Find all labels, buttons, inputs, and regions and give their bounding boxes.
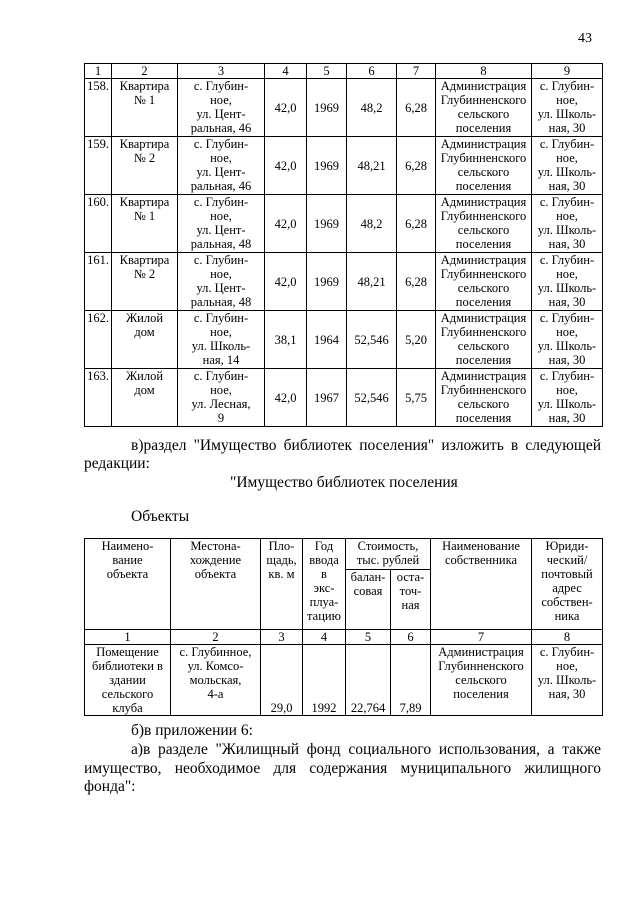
cell-line: Юриди-: [545, 539, 589, 553]
cell-line: Жилой: [125, 369, 164, 383]
cell-line: Глубинненского: [440, 93, 527, 107]
cell-line: ул. Школь-: [191, 339, 251, 353]
cell-line: Жилой: [125, 311, 164, 325]
cell-owner: [436, 311, 532, 369]
cell-object-name: [85, 645, 171, 716]
cell-area: 29,0: [261, 645, 303, 716]
cell-line: ное,: [210, 325, 232, 339]
cell-line: ул. Цент-: [196, 223, 246, 237]
column-number-8: 8: [436, 64, 532, 79]
cell-line: Администрация: [440, 253, 527, 267]
cell-line: ная, 30: [548, 353, 586, 367]
cell-area: 42,0: [265, 253, 307, 311]
paragraph-v-line1: в)раздел "Имущество библиотек поселения" изложить в следующей: [131, 437, 601, 454]
cell-address: [178, 137, 265, 195]
cell-year: 1969: [307, 253, 347, 311]
cell-line: Квартира: [119, 137, 170, 151]
header-year: [303, 539, 346, 630]
cell-line: ввода в: [309, 553, 339, 581]
cell-cost: 52,546: [347, 369, 397, 427]
cell-line: ная, 30: [548, 121, 586, 135]
cell-owner-address: [532, 253, 603, 311]
cell-line: собствен-: [541, 595, 593, 609]
cell-residual-cost: 6,28: [397, 137, 436, 195]
cell-owner-address: [532, 79, 603, 137]
cell-line: поселения: [455, 353, 512, 367]
objects-label: Объекты: [131, 508, 190, 525]
cell-number: 159.: [85, 137, 112, 195]
cell-cost: 48,2: [347, 195, 397, 253]
cell-line: ул. Школь-: [537, 107, 597, 121]
cell-line: сельского: [457, 339, 510, 353]
page-number: 43: [578, 31, 592, 46]
cell-line: Пло-: [268, 539, 295, 553]
cell-line: с. Глубин-: [193, 311, 249, 325]
cell-line: поселения: [453, 687, 509, 701]
cell-year: 1964: [307, 311, 347, 369]
column-number-1: 1: [85, 64, 112, 79]
cell-line: ул. Школь-: [537, 281, 597, 295]
cell-object-name: [112, 195, 178, 253]
cell-line: с. Глубин-: [193, 369, 249, 383]
cell-line: ное,: [210, 151, 232, 165]
cell-line: ное,: [210, 267, 232, 281]
section-title: "Имущество библиотек поселения: [230, 474, 458, 491]
column-number-4: 4: [303, 630, 346, 645]
table-row: [85, 311, 603, 369]
cell-year: 1969: [307, 137, 347, 195]
cell-line: мольская,: [189, 673, 242, 687]
cell-line: поселения: [455, 179, 512, 193]
cell-owner-address: [532, 137, 603, 195]
cell-line: почтовый: [541, 567, 593, 581]
table-row: [85, 253, 603, 311]
column-number-1: 1: [85, 630, 171, 645]
cell-line: ул. Комсо-: [187, 659, 244, 673]
cell-line: ная, 30: [548, 411, 586, 425]
cell-line: вание: [112, 553, 143, 567]
header-location: [171, 539, 261, 630]
header-object-name: [85, 539, 171, 630]
cell-line: совая: [353, 584, 383, 599]
cell-line: сельского: [457, 397, 510, 411]
cell-line: с. Глубин-: [539, 311, 595, 325]
cell-line: балан-: [350, 570, 386, 585]
table-row: [85, 645, 603, 716]
cell-residual-cost: 5,20: [397, 311, 436, 369]
cell-line: ная, 30: [548, 237, 586, 251]
cell-line: Наименование: [442, 539, 520, 553]
cell-line: ное,: [210, 93, 232, 107]
cell-owner-address: [532, 645, 603, 716]
table-header-row: [85, 64, 603, 79]
cell-line: собственника: [444, 553, 518, 567]
cell-line: Глубинненского: [438, 659, 524, 673]
cell-line: щадь,: [266, 553, 297, 567]
cell-area: 42,0: [265, 369, 307, 427]
cell-address: [178, 253, 265, 311]
cell-owner: [436, 137, 532, 195]
cell-object-name: [112, 137, 178, 195]
cell-line: ул. Школь-: [537, 165, 597, 179]
cell-year: 1969: [307, 79, 347, 137]
property-table: [84, 63, 603, 427]
cell-cost: 48,21: [347, 137, 397, 195]
cell-line: сельского: [455, 673, 507, 687]
header-balance-cost: [346, 570, 391, 630]
cell-residual-cost: 6,28: [397, 195, 436, 253]
cell-line: Администрация: [440, 195, 527, 209]
cell-line: ника: [554, 609, 580, 623]
cell-line: ное,: [556, 267, 578, 281]
cell-line: Глубинненского: [440, 325, 527, 339]
cell-line: ральная, 48: [190, 237, 252, 251]
cell-owner: [431, 645, 532, 716]
cell-line: сельского: [457, 107, 510, 121]
table-row: [85, 369, 603, 427]
cell-line: здании: [109, 673, 146, 687]
header-owner: [431, 539, 532, 630]
cell-balance-cost: 22,764: [346, 645, 391, 716]
paragraph-a-line2: имущество, необходимое для содержания муниципального жилищного: [84, 760, 601, 777]
cell-year: 1992: [303, 645, 346, 716]
cell-area: 42,0: [265, 195, 307, 253]
cell-line: с. Глубин-: [539, 137, 595, 151]
cell-line: с. Глубин-: [193, 79, 249, 93]
cell-address: [178, 79, 265, 137]
cell-line: № 2: [133, 151, 156, 165]
table-row: [85, 79, 603, 137]
cell-line: Глубинненского: [440, 209, 527, 223]
cell-owner: [436, 195, 532, 253]
cell-line: адрес: [552, 581, 582, 595]
column-number-row: [85, 630, 603, 645]
cell-line: № 1: [133, 93, 156, 107]
cell-line: Администрация: [440, 79, 527, 93]
cell-line: поселения: [455, 121, 512, 135]
cell-line: точ-: [399, 584, 422, 599]
cell-line: ное,: [556, 383, 578, 397]
header-owner-address: [532, 539, 603, 630]
cell-line: 9: [217, 411, 225, 425]
cell-object-name: [112, 369, 178, 427]
cell-line: поселения: [455, 295, 512, 309]
header-cost: [346, 539, 431, 570]
column-number-6: 6: [347, 64, 397, 79]
cell-line: № 1: [133, 209, 156, 223]
cell-line: Квартира: [119, 79, 170, 93]
column-number-7: 7: [431, 630, 532, 645]
cell-year: 1969: [307, 195, 347, 253]
cell-line: сельского: [101, 687, 154, 701]
cell-residual-cost: 6,28: [397, 79, 436, 137]
cell-residual-cost: 6,28: [397, 253, 436, 311]
cell-line: ул. Цент-: [196, 165, 246, 179]
cell-address: [178, 195, 265, 253]
cell-line: Наимено-: [101, 539, 154, 553]
cell-line: ное,: [556, 209, 578, 223]
cell-line: Администрация: [440, 369, 527, 383]
header-area: [261, 539, 303, 630]
cell-line: ческий/: [546, 553, 588, 567]
cell-residual-cost: 7,89: [391, 645, 431, 716]
cell-line: сельского: [457, 281, 510, 295]
column-number-3: 3: [178, 64, 265, 79]
cell-number: 161.: [85, 253, 112, 311]
library-table: [84, 538, 603, 716]
column-number-6: 6: [391, 630, 431, 645]
cell-cost: 48,21: [347, 253, 397, 311]
cell-line: кв. м: [268, 567, 295, 581]
cell-owner: [436, 369, 532, 427]
paragraph-a-line3: фонда":: [84, 778, 136, 795]
cell-line: поселения: [455, 237, 512, 251]
cell-line: 4-а: [207, 687, 224, 701]
cell-line: клуба: [112, 701, 143, 715]
cell-owner: [436, 253, 532, 311]
cell-line: с. Глубин-: [539, 195, 595, 209]
cell-owner: [436, 79, 532, 137]
cell-year: 1967: [307, 369, 347, 427]
cell-line: ул. Школь-: [537, 397, 597, 411]
cell-line: плуа-: [309, 595, 339, 609]
cell-owner-address: [532, 195, 603, 253]
cell-line: ул. Цент-: [196, 107, 246, 121]
cell-cost: 52,546: [347, 311, 397, 369]
cell-line: сельского: [457, 165, 510, 179]
cell-area: 38,1: [265, 311, 307, 369]
cell-address: [178, 311, 265, 369]
cell-line: оста-: [396, 570, 425, 585]
cell-line: ральная, 46: [190, 121, 252, 135]
cell-line: ное,: [556, 325, 578, 339]
paragraph-v-line2: редакции:: [84, 455, 150, 472]
cell-line: с. Глубинное,: [179, 645, 252, 659]
cell-line: библиотеки в: [92, 659, 163, 673]
cell-line: тыс. рублей: [356, 553, 420, 567]
column-number-3: 3: [261, 630, 303, 645]
cell-cost: 48,2: [347, 79, 397, 137]
cell-number: 163.: [85, 369, 112, 427]
cell-line: Администрация: [438, 645, 524, 659]
cell-line: ул. Школь-: [537, 339, 597, 353]
cell-line: ное,: [556, 93, 578, 107]
cell-line: ная, 14: [202, 353, 240, 367]
cell-line: с. Глубин-: [193, 137, 249, 151]
column-number-5: 5: [346, 630, 391, 645]
cell-area: 42,0: [265, 137, 307, 195]
cell-number: 160.: [85, 195, 112, 253]
cell-line: ная, 30: [548, 179, 586, 193]
cell-address: [178, 369, 265, 427]
cell-line: с. Глубин-: [539, 253, 595, 267]
cell-line: с. Глубин-: [539, 79, 595, 93]
cell-line: с. Глубин-: [539, 645, 595, 659]
cell-line: Квартира: [119, 195, 170, 209]
cell-object-name: [112, 79, 178, 137]
cell-line: ная: [401, 598, 420, 613]
column-number-2: 2: [112, 64, 178, 79]
cell-owner-address: [532, 311, 603, 369]
header-residual-cost: [391, 570, 431, 630]
cell-line: объекта: [194, 567, 237, 581]
cell-line: сельского: [457, 223, 510, 237]
cell-object-name: [112, 311, 178, 369]
table-header-row: [85, 539, 603, 570]
column-number-9: 9: [532, 64, 603, 79]
cell-line: объекта: [106, 567, 149, 581]
cell-line: Местона-: [190, 539, 241, 553]
paragraph-b: б)в приложении 6:: [131, 722, 253, 739]
cell-line: ул. Лесная,: [191, 397, 251, 411]
cell-line: ная, 30: [548, 295, 586, 309]
column-number-7: 7: [397, 64, 436, 79]
cell-line: Администрация: [440, 311, 527, 325]
cell-area: 42,0: [265, 79, 307, 137]
cell-line: Стоимость,: [357, 539, 419, 553]
cell-line: ральная, 46: [190, 179, 252, 193]
cell-line: дом: [134, 325, 155, 339]
cell-line: ная, 30: [548, 687, 586, 701]
cell-line: ул. Школь-: [537, 673, 597, 687]
cell-line: хождение: [189, 553, 242, 567]
cell-line: с. Глубин-: [539, 369, 595, 383]
cell-line: экс-: [313, 581, 335, 595]
cell-number: 162.: [85, 311, 112, 369]
paragraph-a-line1: а)в разделе "Жилищный фонд социального использования, а также: [131, 741, 601, 758]
cell-line: с. Глубин-: [193, 195, 249, 209]
cell-line: Глубинненского: [440, 267, 527, 281]
cell-number: 158.: [85, 79, 112, 137]
cell-line: № 2: [133, 267, 156, 281]
table-row: [85, 195, 603, 253]
cell-line: ул. Школь-: [537, 223, 597, 237]
cell-line: ное,: [556, 659, 578, 673]
cell-line: Глубинненского: [440, 383, 527, 397]
cell-line: поселения: [455, 411, 512, 425]
column-number-5: 5: [307, 64, 347, 79]
cell-line: Год: [314, 539, 334, 553]
cell-line: Помещение: [96, 645, 159, 659]
cell-line: Администрация: [440, 137, 527, 151]
column-number-8: 8: [532, 630, 603, 645]
cell-line: дом: [134, 383, 155, 397]
cell-line: с. Глубин-: [193, 253, 249, 267]
cell-owner-address: [532, 369, 603, 427]
cell-line: ное,: [210, 383, 232, 397]
cell-line: Глубинненского: [440, 151, 527, 165]
cell-residual-cost: 5,75: [397, 369, 436, 427]
cell-object-name: [112, 253, 178, 311]
cell-line: ул. Цент-: [196, 281, 246, 295]
cell-line: ное,: [210, 209, 232, 223]
cell-line: ральная, 48: [190, 295, 252, 309]
cell-line: тацию: [307, 609, 341, 623]
table-row: [85, 137, 603, 195]
column-number-4: 4: [265, 64, 307, 79]
column-number-2: 2: [171, 630, 261, 645]
cell-location: [171, 645, 261, 716]
cell-line: ное,: [556, 151, 578, 165]
cell-line: Квартира: [119, 253, 170, 267]
